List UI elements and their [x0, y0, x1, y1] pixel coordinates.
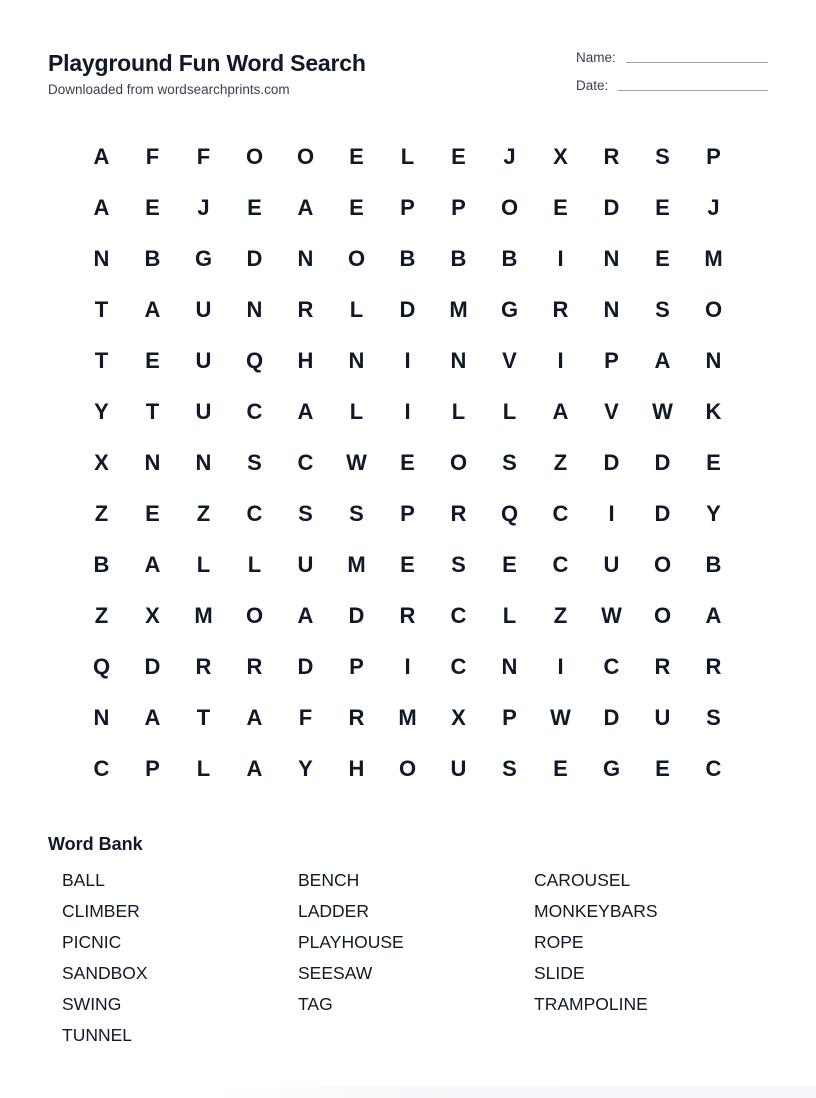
grid-cell: J [707, 194, 720, 220]
grid-cell: X [553, 143, 568, 169]
page-subtitle: Downloaded from wordsearchprints.com [48, 82, 290, 97]
grid-cell: F [145, 143, 160, 169]
grid-cell: A [144, 704, 161, 730]
grid-cell: O [653, 551, 672, 577]
grid-cell: G [602, 755, 621, 781]
grid-cell: B [705, 551, 722, 577]
word-bank-item: CLIMBER [62, 901, 140, 921]
word-bank-item: LADDER [298, 901, 369, 921]
grid-cell: L [502, 602, 517, 628]
grid-cell: P [706, 143, 721, 169]
grid-cell: R [654, 653, 671, 679]
grid-cell: S [451, 551, 466, 577]
word-bank-item: BENCH [298, 870, 360, 890]
grid-cell: A [93, 194, 110, 220]
grid-cell: R [348, 704, 365, 730]
grid-cell: J [197, 194, 210, 220]
word-bank-title: Word Bank [48, 834, 143, 854]
grid-cell: W [550, 704, 571, 730]
name-field-line [626, 62, 768, 63]
grid-cell: A [297, 602, 314, 628]
grid-cell: F [298, 704, 313, 730]
word-bank-item: PLAYHOUSE [298, 932, 404, 952]
grid-cell: I [404, 347, 411, 373]
grid-cell: S [349, 500, 364, 526]
grid-cell: N [93, 245, 110, 271]
grid-cell: R [552, 296, 569, 322]
grid-cell: R [399, 602, 416, 628]
grid-cell: N [297, 245, 314, 271]
grid-cell: E [655, 755, 670, 781]
grid-cell: E [145, 194, 160, 220]
grid-cell: S [247, 449, 262, 475]
grid-cell: S [298, 500, 313, 526]
grid-cell: C [297, 449, 314, 475]
grid-cell: N [705, 347, 722, 373]
grid-cell: S [655, 296, 670, 322]
grid-cell: A [705, 602, 722, 628]
grid-cell: N [348, 347, 365, 373]
grid-cell: U [195, 347, 212, 373]
grid-cell: N [501, 653, 518, 679]
word-bank-item: SLIDE [534, 963, 585, 983]
grid-cell: Q [245, 347, 264, 373]
grid-cell: E [655, 194, 670, 220]
grid-cell: D [297, 653, 314, 679]
grid-cell: D [348, 602, 365, 628]
grid-cell: X [145, 602, 160, 628]
grid-cell: L [451, 398, 466, 424]
grid-cell: T [145, 398, 160, 424]
grid-cell: E [349, 143, 364, 169]
grid-cell: E [145, 500, 160, 526]
grid-cell: C [603, 653, 620, 679]
grid-cell: C [552, 500, 569, 526]
grid-cell: N [450, 347, 467, 373]
grid-cell: Q [500, 500, 519, 526]
grid-cell: B [450, 245, 467, 271]
grid-cell: Y [706, 500, 721, 526]
grid-cell: P [604, 347, 619, 373]
grid-cell: P [145, 755, 160, 781]
grid-cell: S [706, 704, 721, 730]
word-bank-item: PICNIC [62, 932, 122, 952]
grid-cell: Z [94, 500, 109, 526]
grid-cell: U [195, 398, 212, 424]
grid-cell: D [399, 296, 416, 322]
grid-cell: Z [553, 449, 568, 475]
word-bank-item: TRAMPOLINE [534, 994, 648, 1014]
grid-cell: C [93, 755, 110, 781]
grid-cell: I [404, 398, 411, 424]
name-label: Name: [576, 50, 616, 65]
grid-cell: A [246, 704, 263, 730]
grid-cell: D [654, 449, 671, 475]
grid-cell: P [349, 653, 364, 679]
grid-cell: O [500, 194, 519, 220]
grid-cell: E [553, 194, 568, 220]
grid-cell: A [93, 143, 110, 169]
letter-grid [76, 131, 740, 794]
grid-cell: E [349, 194, 364, 220]
grid-cell: W [601, 602, 622, 628]
grid-cell: E [655, 245, 670, 271]
date-field-line [618, 90, 768, 91]
grid-cell: T [94, 296, 109, 322]
grid-cell: E [553, 755, 568, 781]
grid-cell: A [144, 296, 161, 322]
grid-cell: U [297, 551, 314, 577]
date-label: Date: [576, 78, 609, 93]
grid-cell: L [502, 398, 517, 424]
grid-cell: D [603, 194, 620, 220]
grid-cell: H [348, 755, 365, 781]
word-bank-item: ROPE [534, 932, 584, 952]
grid-cell: D [654, 500, 671, 526]
grid-cell: R [246, 653, 263, 679]
word-bank-item: MONKEYBARS [534, 901, 658, 921]
grid-cell: Y [298, 755, 313, 781]
grid-cell: Y [94, 398, 109, 424]
word-bank-item: TUNNEL [62, 1025, 133, 1045]
grid-cell: D [246, 245, 263, 271]
grid-cell: N [603, 296, 620, 322]
grid-cell: E [451, 143, 466, 169]
word-bank-list [62, 869, 782, 1055]
grid-cell: G [500, 296, 519, 322]
grid-cell: S [502, 755, 517, 781]
page-title: Playground Fun Word Search [48, 50, 366, 76]
grid-cell: B [501, 245, 518, 271]
grid-cell: N [93, 704, 110, 730]
grid-cell: A [297, 398, 314, 424]
grid-cell: U [654, 704, 671, 730]
grid-cell: P [400, 194, 415, 220]
grid-cell: U [195, 296, 212, 322]
grid-cell: L [196, 551, 211, 577]
grid-cell: C [450, 653, 467, 679]
grid-cell: D [144, 653, 161, 679]
word-bank-item: SWING [62, 994, 122, 1014]
grid-cell: C [450, 602, 467, 628]
grid-cell: R [195, 653, 212, 679]
grid-cell: A [246, 755, 263, 781]
grid-cell: R [450, 500, 467, 526]
grid-cell: O [245, 143, 264, 169]
grid-cell: I [404, 653, 411, 679]
grid-cell: L [400, 143, 415, 169]
grid-cell: U [450, 755, 467, 781]
grid-cell: E [247, 194, 262, 220]
grid-cell: R [297, 296, 314, 322]
grid-cell: S [502, 449, 517, 475]
grid-cell: O [449, 449, 468, 475]
grid-cell: O [653, 602, 672, 628]
footer-band [210, 1086, 816, 1098]
grid-cell: E [145, 347, 160, 373]
grid-cell: V [604, 398, 619, 424]
grid-cell: I [608, 500, 615, 526]
grid-cell: N [246, 296, 263, 322]
grid-cell: S [655, 143, 670, 169]
grid-cell: E [502, 551, 517, 577]
grid-cell: L [349, 296, 364, 322]
grid-cell: I [557, 245, 564, 271]
grid-cell: H [297, 347, 314, 373]
grid-cell: D [603, 449, 620, 475]
grid-cell: P [502, 704, 517, 730]
grid-cell: L [196, 755, 211, 781]
grid-cell: T [196, 704, 211, 730]
grid-cell: O [347, 245, 366, 271]
grid-cell: C [552, 551, 569, 577]
grid-cell: A [297, 194, 314, 220]
grid-cell: U [603, 551, 620, 577]
grid-cell: Z [196, 500, 211, 526]
grid-cell: J [503, 143, 516, 169]
word-bank-item: SEESAW [298, 963, 373, 983]
grid-cell: A [144, 551, 161, 577]
grid-cell: X [451, 704, 466, 730]
grid-cell: L [247, 551, 262, 577]
grid-cell: A [552, 398, 569, 424]
grid-cell: X [94, 449, 109, 475]
grid-cell: I [557, 653, 564, 679]
grid-cell: T [94, 347, 109, 373]
grid-cell: O [296, 143, 315, 169]
word-bank-item: BALL [62, 870, 105, 890]
grid-cell: C [705, 755, 722, 781]
grid-cell: O [398, 755, 417, 781]
word-bank-item: TAG [298, 994, 333, 1014]
grid-cell: C [246, 500, 263, 526]
grid-cell: E [706, 449, 721, 475]
grid-cell: O [245, 602, 264, 628]
grid-cell: V [502, 347, 517, 373]
grid-cell: O [704, 296, 723, 322]
grid-cell: R [603, 143, 620, 169]
grid-cell: B [399, 245, 416, 271]
grid-cell: B [93, 551, 110, 577]
word-bank-item: CAROUSEL [534, 870, 631, 890]
grid-cell: N [144, 449, 161, 475]
grid-cell: M [398, 704, 417, 730]
grid-cell: R [705, 653, 722, 679]
grid-cell: B [144, 245, 161, 271]
word-bank-item: SANDBOX [62, 963, 148, 983]
grid-cell: N [195, 449, 212, 475]
grid-cell: A [654, 347, 671, 373]
grid-cell: Z [94, 602, 109, 628]
grid-cell: M [194, 602, 213, 628]
grid-cell: P [400, 500, 415, 526]
grid-cell: M [347, 551, 366, 577]
grid-cell: L [349, 398, 364, 424]
grid-cell: C [246, 398, 263, 424]
grid-cell: Z [553, 602, 568, 628]
grid-cell: E [400, 449, 415, 475]
grid-cell: W [652, 398, 673, 424]
grid-cell: P [451, 194, 466, 220]
grid-cell: Q [92, 653, 111, 679]
grid-cell: I [557, 347, 564, 373]
grid-cell: K [705, 398, 722, 424]
grid-cell: F [196, 143, 211, 169]
grid-cell: D [603, 704, 620, 730]
grid-cell: M [704, 245, 723, 271]
grid-cell: M [449, 296, 468, 322]
grid-cell: E [400, 551, 415, 577]
grid-cell: G [194, 245, 213, 271]
grid-cell: N [603, 245, 620, 271]
grid-cell: W [346, 449, 367, 475]
